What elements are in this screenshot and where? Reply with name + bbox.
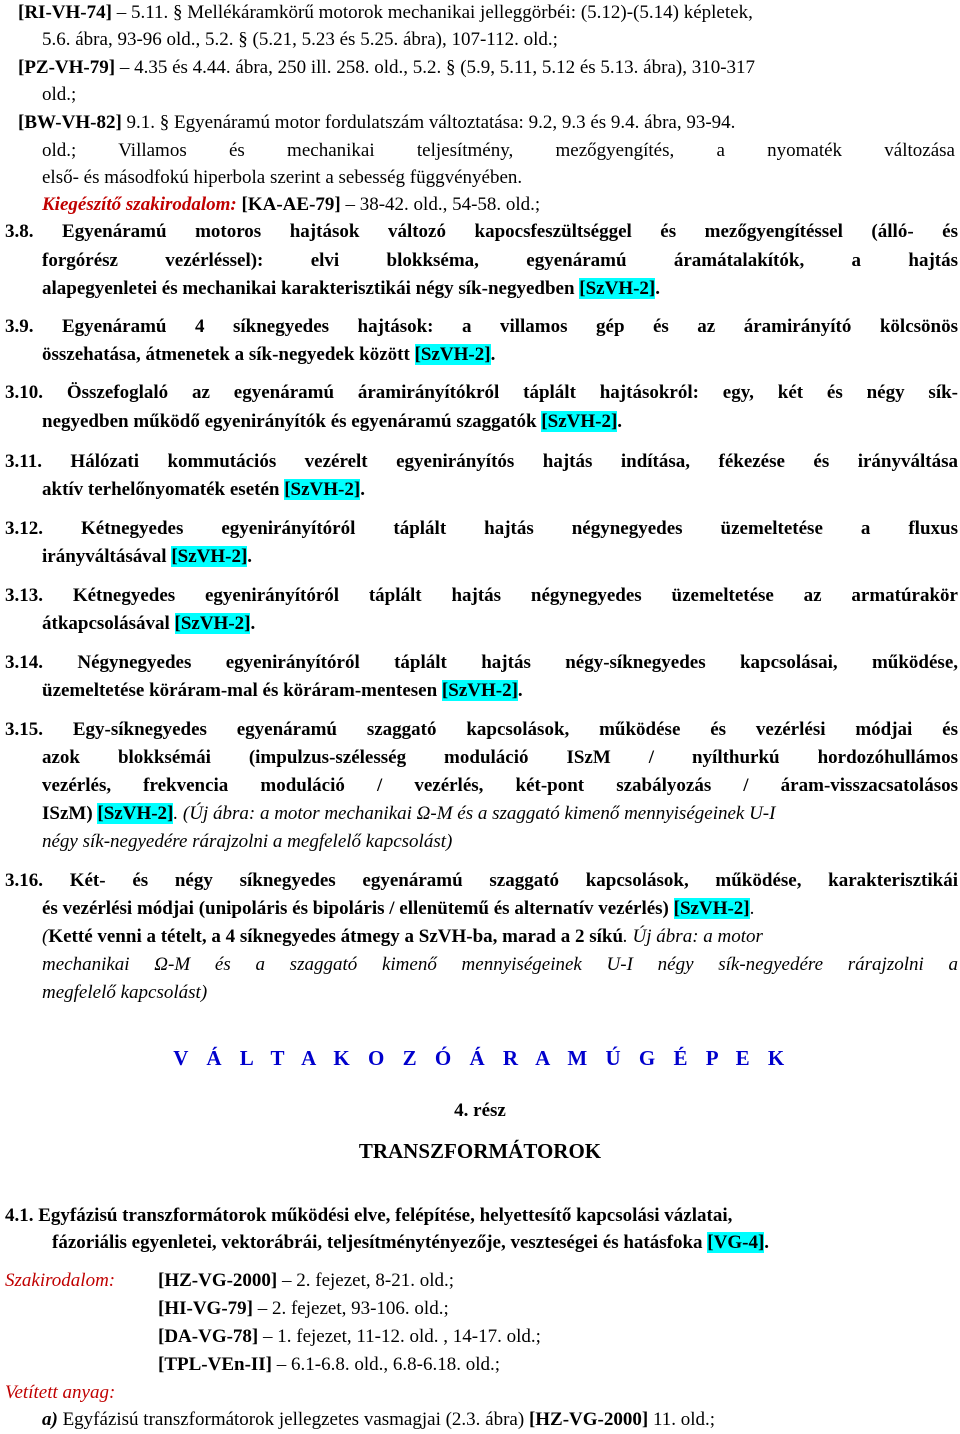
section-3-13-line2: átkapcsolásával [SzVH-2].	[42, 613, 256, 634]
section-text: átkapcsolásával	[42, 613, 170, 634]
ref-text: – 2. fejezet, 8-21. old.;	[277, 1270, 455, 1291]
section-3-16-line1: 3.16. Két- és négy síknegyedes egyenáramú szaggató kapcsolások, működése, karakterisztikái	[5, 870, 958, 891]
section-3-15-line2: azok blokksémái (impulzus-szélesség moduláció ISzM / nyílthurkú hordozóhullámos	[42, 747, 958, 768]
szak-ref-4	[158, 1354, 500, 1376]
ref-text: 9.1. § Egyenáramú motor fordulatszám változtatása: 9.2, 9.3 és 9.4. ábra, 93-94.	[121, 112, 736, 133]
ref-highlight: [SzVH-2]	[414, 344, 491, 365]
ref-highlight: [SzVH-2]	[673, 898, 750, 919]
section-3-16-line5: megfelelő kapcsolást)	[42, 982, 208, 1003]
ref-text: – 4.35 és 4.44. ábra, 250 ill. 258. old., 5.2. § (5.9, 5.11, 5.12 és 5.13. ábra), 310-317	[115, 57, 756, 78]
szak-ref-2	[158, 1298, 449, 1320]
ref-code: [PZ-VH-79]	[18, 57, 116, 78]
section-4-1-line2: fázoriális egyenletei, vektorábrái, teljesítménytényezője, veszteségei és hatásfoka [VG-4].	[52, 1232, 770, 1253]
item-text: Egyfázisú transzformátorok jellegzetes vasmagjai (2.3. ábra)	[57, 1409, 529, 1430]
section-3-10-line2: negyedben működő egyenirányítók és egyenáramú szaggatók [SzVH-2].	[42, 411, 623, 432]
ref-code: [RI-VH-74]	[18, 2, 112, 23]
szakirodalom-label: Szakirodalom:	[5, 1270, 116, 1291]
ref-bw-line2: old.; Villamos és mechanikai teljesítmény, mezőgyengítés, a nyomaték változása	[42, 140, 955, 161]
section-3-8-line3: alapegyenletei és mechanikai karakterisztikái négy sík-negyedben [SzVH-2].	[42, 278, 660, 299]
section-text: üzemeltetése köráram-mal és köráram-mentesen	[42, 680, 438, 701]
ref-ri-line1	[18, 2, 753, 24]
section-3-16-line2: és vezérlési módjai (unipoláris és bipoláris / ellenütemű és alternatív vezérlés) [SzVH-2].	[42, 898, 755, 919]
section-3-15-line5: négy sík-negyedére rárajzolni a megfelelő kapcsolást)	[42, 831, 453, 852]
section-3-15-line3: vezérlés, frekvencia moduláció / vezérlés, két-pont szabályozás / áram-visszacsatolásos	[42, 775, 958, 796]
ref-code: [BW-VH-82]	[18, 112, 122, 133]
ref-ri-line2: 5.6. ábra, 93-96 old., 5.2. § (5.21, 5.23 és 5.25. ábra), 107-112. old.;	[42, 29, 558, 50]
ref-highlight: [SzVH-2]	[441, 680, 518, 701]
note-text: (	[42, 926, 49, 947]
section-3-8-line1: 3.8. Egyenáramú motoros hajtások változó kapocsfeszültséggel és mezőgyengítéssel (álló- és	[5, 221, 958, 242]
section-text: ISzM)	[42, 803, 93, 824]
section-3-16-line4: mechanikai Ω-M és a szaggató kimenő mennyiségeinek U-I négy sík-negyedére rárajzolni a	[42, 954, 958, 975]
szak-ref-1	[158, 1270, 454, 1292]
szakirodalom-line1	[5, 1270, 115, 1292]
ref-pz-line1	[18, 57, 755, 79]
section-3-14-line1: 3.14. Négynegyedes egyenirányítóról táplált hajtás négy-síknegyedes kapcsolásai, működése,	[5, 652, 958, 673]
section-3-15-line1: 3.15. Egy-síknegyedes egyenáramú szaggató kapcsolások, működése és vezérlési módjai és	[5, 719, 958, 740]
section-3-9-line1: 3.9. Egyenáramú 4 síknegyedes hajtások: a villamos gép és az áramirányító kölcsönös	[5, 316, 958, 337]
section-4-1-line1: 4.1. Egyfázisú transzformátorok működési elve, felépítése, helyettesítő kapcsolási vázlatai,	[5, 1205, 733, 1226]
section-3-11-line1: 3.11. Hálózati kommutációs vezérelt egyenirányítós hajtás indítása, fékezése és irányváltása	[5, 451, 958, 472]
part-title: TRANSZFORMÁTOROK	[358, 1139, 602, 1163]
section-3-15-line4	[42, 803, 775, 825]
ref-highlight: [SzVH-2]	[284, 479, 361, 500]
vetitett-item-a	[42, 1409, 715, 1431]
kiegeszito-label: Kiegészítő szakirodalom:	[42, 194, 237, 215]
ref-code: [HZ-VG-2000]	[158, 1270, 278, 1291]
section-3-12-line2: irányváltásával [SzVH-2].	[42, 546, 253, 567]
ref-pz-line2: old.;	[42, 84, 77, 105]
ref-highlight: [SzVH-2]	[171, 546, 248, 567]
section-text: irányváltásával	[42, 546, 167, 567]
section-3-14-line2: üzemeltetése köráram-mal és köráram-mentesen [SzVH-2].	[42, 680, 523, 701]
part-label: 4. rész	[454, 1100, 506, 1121]
szak-ref-3	[158, 1326, 541, 1348]
section-heading-valtakozo: V Á L T A K O Z Ó Á R A M Ú G É P E K	[173, 1046, 787, 1070]
section-text: alapegyenletei és mechanikai karakterisztikái négy sík-negyedben	[42, 278, 575, 299]
ref-text: – 5.11. § Mellékáramkörű motorok mechanikai jelleggörbéi: (5.12)-(5.14) képletek,	[111, 2, 753, 23]
kiegeszito-line	[42, 194, 540, 216]
ref-highlight: [SzVH-2]	[174, 613, 251, 634]
ref-code: [DA-VG-78]	[158, 1326, 259, 1347]
ref-code: [TPL-VEn-II]	[158, 1354, 273, 1375]
section-text: és vezérlési módjai (unipoláris és bipoláris / ellenütemű és alternatív vezérlés)	[42, 898, 669, 919]
note-bold: Ketté venni a tételt, a 4 síknegyedes átmegy a SzVH-ba, marad a 2 síkú	[48, 926, 624, 947]
note-text: . (Új ábra: a motor mechanikai Ω-M és a szaggató kimenő mennyiségeinek U-I	[173, 803, 776, 824]
ref-code: [HI-VG-79]	[158, 1298, 253, 1319]
section-3-11-line2: aktív terhelőnyomaték esetén [SzVH-2].	[42, 479, 365, 500]
ref-code: [KA-AE-79]	[236, 194, 341, 215]
ref-text: – 1. fejezet, 11-12. old. , 14-17. old.;	[258, 1326, 541, 1347]
note-text: . Új ábra: a motor	[623, 926, 763, 947]
ref-bw-line1	[18, 112, 735, 134]
ref-text: – 38-42. old., 54-58. old.;	[340, 194, 541, 215]
ref-code: [HZ-VG-2000]	[528, 1409, 649, 1430]
item-tail: 11. old.;	[648, 1409, 716, 1430]
section-text: fázoriális egyenletei, vektorábrái, teljesítménytényezője, veszteségei és hatásfoka	[52, 1232, 703, 1253]
ref-text: – 6.1-6.8. old., 6.8-6.18. old.;	[272, 1354, 501, 1375]
ref-highlight: [SzVH-2]	[541, 411, 618, 432]
ref-bw-line3: első- és másodfokú hiperbola szerint a sebesség függvényében.	[42, 167, 523, 188]
ref-text: – 2. fejezet, 93-106. old.;	[252, 1298, 449, 1319]
section-text: aktív terhelőnyomaték esetén	[42, 479, 280, 500]
section-text: összehatása, átmenetek a sík-negyedek között	[42, 344, 410, 365]
section-3-10-line1: 3.10. Összefoglaló az egyenáramú áramirányítókról táplált hajtásokról: egy, két és négy sík-	[5, 382, 958, 403]
section-text: negyedben működő egyenirányítók és egyenáramú szaggatók	[42, 411, 537, 432]
section-3-8-line2: forgórész vezérléssel): elvi blokkséma, egyenáramú áramátalakítók, a hajtás	[42, 250, 958, 271]
ref-highlight: [VG-4]	[707, 1232, 765, 1253]
section-3-9-line2: összehatása, átmenetek a sík-negyedek között [SzVH-2].	[42, 344, 496, 365]
ref-highlight: [SzVH-2]	[579, 278, 656, 299]
vetitett-label: Vetített anyag:	[5, 1382, 116, 1403]
item-marker: a)	[42, 1409, 58, 1430]
section-3-16-line3	[42, 926, 763, 948]
section-3-12-line1: 3.12. Kétnegyedes egyenirányítóról táplált hajtás négynegyedes üzemeltetése a fluxus	[5, 518, 958, 539]
ref-highlight: [SzVH-2]	[97, 803, 174, 824]
section-3-13-line1: 3.13. Kétnegyedes egyenirányítóról táplált hajtás négynegyedes üzemeltetése az armatúrakör	[5, 585, 958, 606]
